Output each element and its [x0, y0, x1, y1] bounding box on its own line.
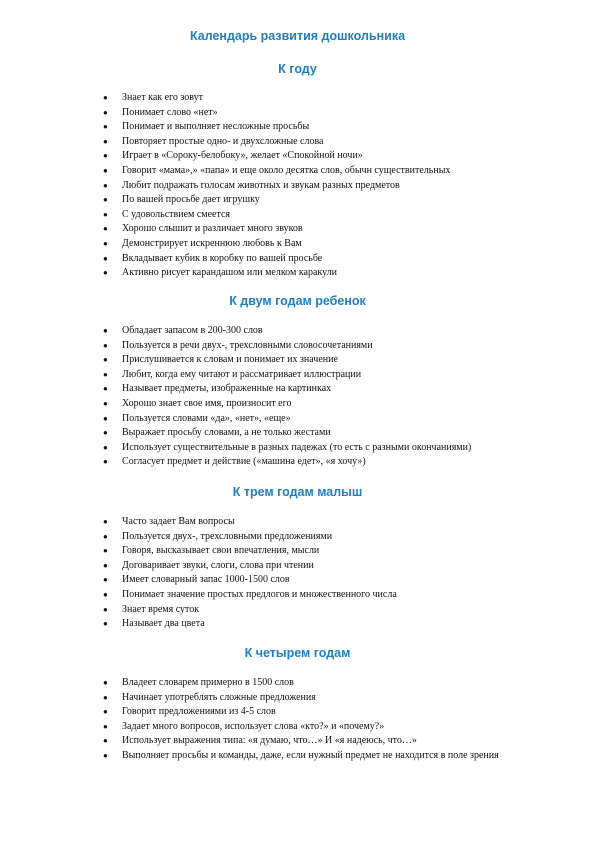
bullet-icon: ●	[103, 517, 108, 526]
list-item: ● Говорит «мама»,» «папа» и еще около десятка слов, обычн существительных	[0, 164, 554, 179]
bullet-icon: ●	[103, 604, 108, 614]
list-item: ● Понимает значение простых предлогов и множественного числа	[0, 588, 554, 603]
list-item: ● Начинает употреблять сложные предложения	[0, 691, 554, 706]
bullet-icon: ●	[103, 678, 108, 687]
bullet-icon: ●	[103, 93, 108, 102]
bullet-icon: ●	[103, 122, 108, 132]
list-item: ● Прислушивается к словам и понимает их значение	[0, 353, 554, 368]
list-item: ● Демонстрирует искреннюю любовь к Вам	[0, 237, 554, 252]
list-item: ● Выражает просьбу словами, а не только жестами	[0, 426, 554, 441]
bullet-icon: ●	[103, 165, 108, 175]
list-item: ● Любит подражать голосам животных и звукам разных предметов	[0, 179, 554, 194]
bullet-icon: ●	[103, 413, 108, 423]
list-item: ● Активно рисует карандашом или мелком каракули	[0, 266, 554, 281]
bullet-icon: ●	[103, 721, 108, 731]
bullet-icon: ●	[103, 531, 108, 541]
bullet-icon: ●	[103, 355, 108, 365]
list-item: ● Пользуется двух-, трехсловными предложениями	[0, 530, 554, 545]
milestones-list-two-years	[0, 324, 554, 470]
list-item: ● Говорит предложениями из 4-5 слов	[0, 705, 554, 720]
list-item: ● Договаривает звуки, слоги, слова при чтении	[0, 559, 554, 574]
list-item: ● Любит, когда ему читают и рассматривает иллюстрации	[0, 368, 554, 383]
bullet-icon: ●	[103, 180, 108, 190]
bullet-icon: ●	[103, 253, 108, 263]
bullet-icon: ●	[103, 750, 108, 760]
document-title: Календарь развития дошкольника	[189, 29, 406, 43]
bullet-icon: ●	[103, 238, 108, 248]
list-item: ● Называет два цвета	[0, 617, 554, 632]
list-item: ● Говоря, высказывает свои впечатления, мысли	[0, 544, 554, 559]
bullet-icon: ●	[103, 268, 108, 278]
milestones-list-three-years	[0, 515, 554, 632]
list-item: ● Хорошо слышит и различает много звуков	[0, 222, 554, 237]
bullet-icon: ●	[103, 560, 108, 570]
bullet-icon: ●	[103, 209, 108, 219]
bullet-icon: ●	[103, 707, 108, 717]
list-item: ● Использует выражения типа: «я думаю, что…» И «я надеюсь, что…»	[0, 734, 554, 749]
list-item: ● Имеет словарный запас 1000-1500 слов	[0, 573, 554, 588]
list-item: ● С удовольствием смеется	[0, 208, 554, 223]
list-item: ● Пользуется в речи двух-, трехсловными словосочетаниями	[0, 339, 554, 354]
list-item: ● Задает много вопросов, использует слова «кто?» и «почему?»	[0, 720, 554, 735]
bullet-icon: ●	[103, 692, 108, 702]
milestones-list-four-years	[0, 676, 554, 763]
bullet-icon: ●	[103, 589, 108, 599]
section-heading-one-year: К году	[278, 62, 317, 76]
bullet-icon: ●	[103, 619, 108, 629]
bullet-icon: ●	[103, 546, 108, 556]
bullet-icon: ●	[103, 224, 108, 234]
bullet-icon: ●	[103, 575, 108, 585]
bullet-icon: ●	[103, 428, 108, 438]
list-item: ● Использует существительные в разных падежах (то есть с разными окончаниями)	[0, 441, 554, 456]
bullet-icon: ●	[103, 107, 108, 117]
list-item: ● Хорошо знает свое имя, произносит его	[0, 397, 554, 412]
bullet-icon: ●	[103, 340, 108, 350]
list-item: ● Понимает и выполняет несложные просьбы	[0, 120, 554, 135]
bullet-icon: ●	[103, 151, 108, 161]
bullet-icon: ●	[103, 326, 108, 335]
bullet-icon: ●	[103, 195, 108, 205]
list-item: ● Владеет словарем примерно в 1500 слов	[0, 676, 554, 691]
section-heading-three-years: К трем годам малыш	[232, 485, 363, 499]
bullet-icon: ●	[103, 136, 108, 146]
bullet-icon: ●	[103, 736, 108, 746]
list-item: ● Вкладывает кубик в коробку по вашей просьбе	[0, 252, 554, 267]
bullet-icon: ●	[103, 369, 108, 379]
list-item: ● Играет в «Сороку-белобоку», желает «Спокойной ночи»	[0, 149, 554, 164]
bullet-icon: ●	[103, 398, 108, 408]
list-item: ● Знает как его зовут	[0, 91, 554, 106]
list-item: ● Согласует предмет и действие («машина едет», «я хочу»)	[0, 455, 554, 470]
list-item: ● Называет предметы, изображенные на картинках	[0, 382, 554, 397]
list-item: ● Знает время суток	[0, 603, 554, 618]
list-item: ● Обладает запасом в 200-300 слов	[0, 324, 554, 339]
list-item: ● Часто задает Вам вопросы	[0, 515, 554, 530]
bullet-icon: ●	[103, 384, 108, 394]
list-item: ● Пользуется словами «да», «нет», «еще»	[0, 412, 554, 427]
list-item: ● Повторяет простые одно- и двухсложные слова	[0, 135, 554, 150]
bullet-icon: ●	[103, 442, 108, 452]
section-heading-four-years: К четырем годам	[244, 646, 351, 660]
list-item: ● По вашей просьбе дает игрушку	[0, 193, 554, 208]
bullet-icon: ●	[103, 457, 108, 467]
section-heading-two-years: К двум годам ребенок	[229, 294, 366, 308]
milestones-list-one-year	[0, 91, 554, 281]
list-item: ● Понимает слово «нет»	[0, 106, 554, 121]
list-item: ● Выполняет просьбы и команды, даже, если нужный предмет не находится в поле зрения	[0, 749, 554, 763]
